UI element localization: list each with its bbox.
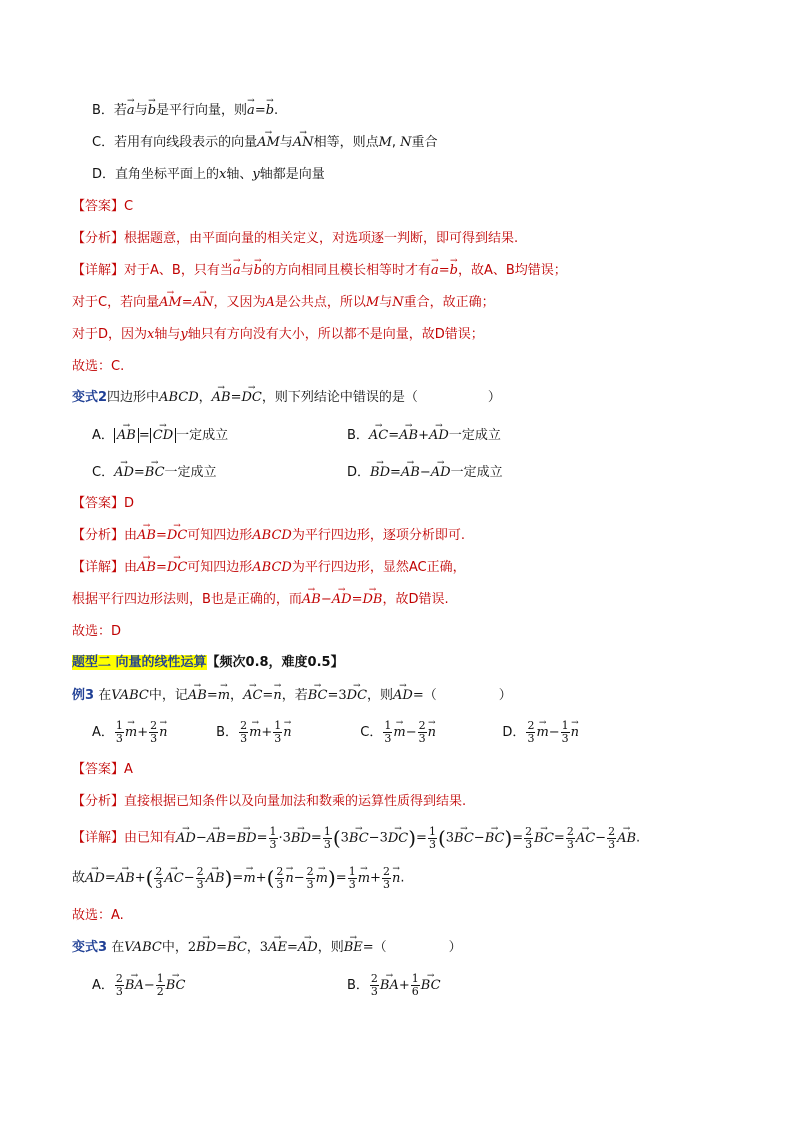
detail-3-line-1: 【详解】由已知有→ AD−→ AB=→ BD= $\frac{1}{3}$ ·3→ BD= $\frac{1}{3}$ (3→ BC−3→ DC)= $\frac{1}{3}$ (3→ BC−→ BC)= $\frac{2}{3}$ → BC= $\frac{2}{3}$ → AC− $\frac{2}{3}$ → AB. bbox=[72, 822, 640, 854]
variant-2-option-d: D．→ BD=→ AB−→ AD一定成立 bbox=[347, 463, 503, 483]
example-3-options bbox=[92, 718, 579, 748]
example-3-option-d: D． $\frac{2}{3}$ → m− $\frac{1}{3}$ → n bbox=[502, 718, 579, 748]
example-3-option-c: C． $\frac{1}{3}$ → m− $\frac{2}{3}$ → n bbox=[360, 718, 498, 748]
section-header bbox=[72, 653, 344, 673]
detail-1-line-3: 对于D，因为x轴与y轴只有方向没有大小，所以都不是向量，故D错误； bbox=[72, 327, 484, 342]
section-title: 题型二 向量的线性运算 bbox=[72, 655, 207, 670]
detail-2-line-2: 根据平行四边形法则，B也是正确的，而→ AB−→ AD=→ DB，故D错误. bbox=[72, 590, 449, 610]
question-example-3: 例3 在VABC中，记→ AB=→ m，→ AC=→ n，若→ BC=3→ DC，则→ AD=（ ） bbox=[72, 686, 512, 706]
analysis-3: 【分析】直接根据已知条件以及向量加法和数乘的运算性质得到结果. bbox=[72, 794, 467, 809]
choice-1: 故选：C. bbox=[72, 359, 125, 374]
variant-3-option-b: B． $\frac{2}{3}$ → BA+ $\frac{1}{6}$ → BC bbox=[347, 970, 441, 1002]
analysis-1: 【分析】根据题意，由平面向量的相关定义，对选项逐一判断，即可得到结果. bbox=[72, 231, 519, 246]
detail-2-line-1: 【详解】由→ AB=→ DC可知四边形ABCD为平行四边形，显然AC正确， bbox=[72, 558, 466, 578]
variant-2-option-b: B．→ AC=→ AB+→ AD一定成立 bbox=[347, 426, 501, 446]
detail-1-line-1: 【详解】对于A、B，只有当→ a与→ b的方向相同且模长相等时才有→ a=→ b，故A、B均错误； bbox=[72, 261, 567, 281]
vector-b: → b bbox=[148, 101, 156, 121]
option-c: C．若用有向线段表示的向量→ AM与→ AN相等，则点M, N重合 bbox=[92, 133, 438, 153]
choice-3: 故选：A. bbox=[72, 908, 124, 923]
vector-a: → a bbox=[127, 101, 135, 121]
variant-2-option-a: A．→ AB =→ CD 一定成立 bbox=[92, 426, 228, 446]
question-variant-2: 变式2四边形中ABCD，→ AB=→ DC，则下列结论中错误的是（ ） bbox=[72, 388, 501, 408]
option-b: B．若→ a与→ b是平行向量，则→ a=→ b. bbox=[92, 101, 278, 121]
example-3-option-a: A． $\frac{1}{3}$ → m+ $\frac{2}{3}$ → n bbox=[92, 718, 212, 748]
answer-1: 【答案】C bbox=[72, 199, 134, 214]
answer-2: 【答案】D bbox=[72, 496, 135, 511]
analysis-2: 【分析】由→ AB=→ DC可知四边形ABCD为平行四边形，逐项分析即可. bbox=[72, 526, 465, 546]
section-meta: 【频次0.8，难度0.5】 bbox=[206, 655, 344, 670]
detail-1-line-2: 对于C，若向量→ AM=→ AN，又因为A是公共点，所以M与N重合，故正确； bbox=[72, 293, 495, 313]
choice-2: 故选：D bbox=[72, 624, 122, 639]
detail-3-line-2: 故→ AD=→ AB+( $\frac{2}{3}$ → AC− $\frac{2}{3}$ → AB)=→ m+( $\frac{2}{3}$ → n− $\frac{2}{3}$ → m)= $\frac{1}{3}$ → m+ $\frac{2}{3}$ → n. bbox=[72, 862, 404, 894]
answer-3: 【答案】A bbox=[72, 762, 133, 777]
variant-3-option-a: A． $\frac{2}{3}$ → BA− $\frac{1}{2}$ → BC bbox=[92, 970, 186, 1002]
option-d: D．直角坐标平面上的x轴、y轴都是向量 bbox=[92, 167, 325, 182]
question-variant-3: 变式3 在VABC中，2→ BD=→ BC，3→ AE=→ AD，则→ BE=（ ） bbox=[72, 938, 462, 958]
example-3-option-b: B． $\frac{2}{3}$ → m+ $\frac{1}{3}$ → n bbox=[216, 718, 356, 748]
variant-2-option-c: C．→ AD=→ BC一定成立 bbox=[92, 463, 217, 483]
